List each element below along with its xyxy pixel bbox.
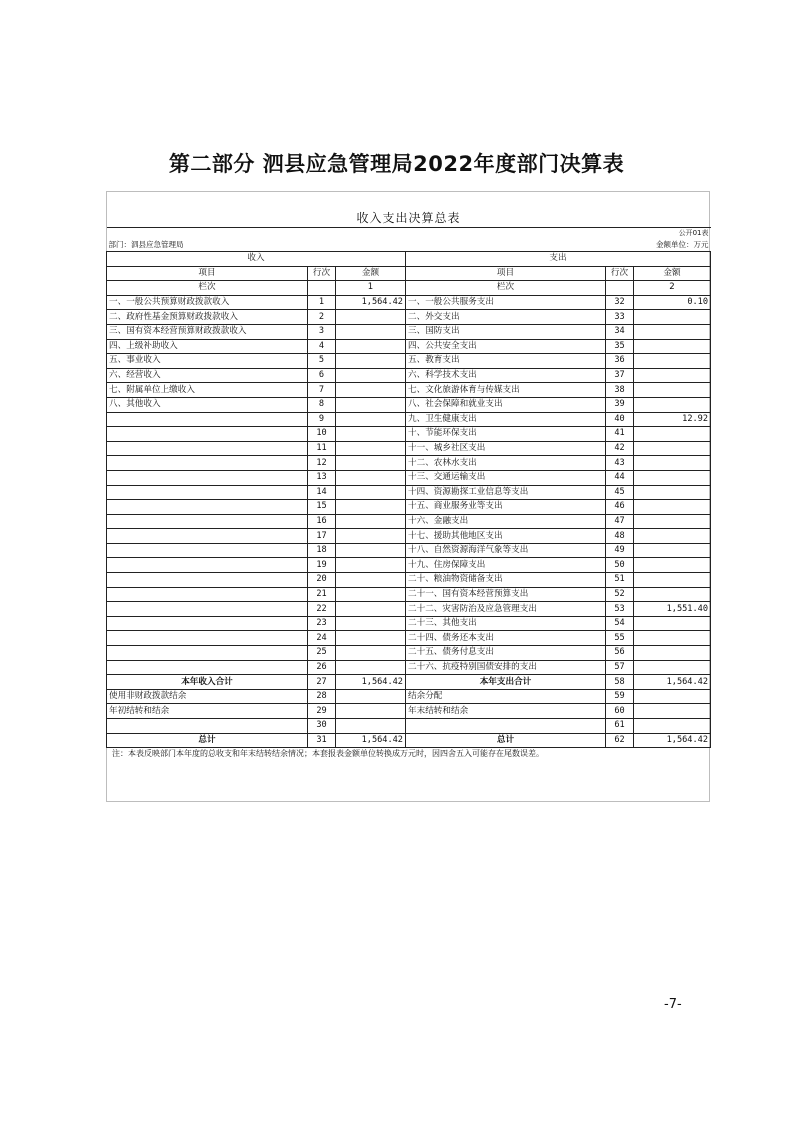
expense-item-cell: 总计 <box>406 733 606 748</box>
form-code: 公开01表 <box>678 229 709 237</box>
income-line-cell: 7 <box>308 383 336 398</box>
income-amount-cell <box>336 573 406 588</box>
expense-line-cell: 62 <box>606 733 634 748</box>
expense-line-cell: 35 <box>606 339 634 354</box>
income-item-cell <box>107 514 308 529</box>
expense-amount-cell <box>634 368 711 383</box>
income-line-cell: 18 <box>308 543 336 558</box>
income-amount-cell <box>336 412 406 427</box>
income-amount-cell <box>336 689 406 704</box>
income-amount-cell <box>336 543 406 558</box>
table-row <box>107 397 711 412</box>
income-line-cell: 8 <box>308 397 336 412</box>
income-amount-cell <box>336 485 406 500</box>
expense-line-cell: 54 <box>606 616 634 631</box>
expense-line-cell: 60 <box>606 704 634 719</box>
income-line-cell: 2 <box>308 310 336 325</box>
unit-label: 金额单位：万元 <box>634 239 711 252</box>
expense-amount-cell <box>634 485 711 500</box>
expense-item-cell <box>406 719 606 734</box>
table-title: 收入支出决算总表 <box>107 210 711 228</box>
expense-item-cell: 结余分配 <box>406 689 606 704</box>
income-amount-cell <box>336 324 406 339</box>
income-line-cell: 4 <box>308 339 336 354</box>
table-row <box>107 368 711 383</box>
expense-line-cell: 40 <box>606 412 634 427</box>
income-item-cell <box>107 573 308 588</box>
expense-amount-cell: 12.92 <box>634 412 711 427</box>
expense-amount-cell <box>634 383 711 398</box>
table-row <box>107 500 711 515</box>
income-amount-cell <box>336 660 406 675</box>
expense-header: 支出 <box>406 252 711 267</box>
income-item-cell: 年初结转和结余 <box>107 704 308 719</box>
expense-line-cell: 46 <box>606 500 634 515</box>
income-amount-cell <box>336 397 406 412</box>
income-line-cell: 21 <box>308 587 336 602</box>
expense-amount-cell <box>634 339 711 354</box>
table-row <box>107 514 711 529</box>
expense-item-cell: 一、一般公共服务支出 <box>406 295 606 310</box>
income-amount-cell <box>336 616 406 631</box>
income-item-cell <box>107 529 308 544</box>
expense-item-cell: 九、卫生健康支出 <box>406 412 606 427</box>
expense-line-cell: 51 <box>606 573 634 588</box>
expense-amount-cell: 1,564.42 <box>634 675 711 690</box>
expense-line-cell: 39 <box>606 397 634 412</box>
income-item-cell: 四、上级补助收入 <box>107 339 308 354</box>
expense-amount-cell <box>634 529 711 544</box>
expense-item-cell: 十四、资源勘探工业信息等支出 <box>406 485 606 500</box>
expense-amount-cell <box>634 397 711 412</box>
income-item-cell <box>107 485 308 500</box>
table-row <box>107 529 711 544</box>
expense-amount-cell <box>634 354 711 369</box>
income-line-cell: 26 <box>308 660 336 675</box>
expense-item-cell: 二十三、其他支出 <box>406 616 606 631</box>
income-lanci-label: 栏次 <box>107 281 308 296</box>
income-item-cell <box>107 616 308 631</box>
expense-line-cell: 50 <box>606 558 634 573</box>
expense-item-cell: 十六、金融支出 <box>406 514 606 529</box>
income-line-cell: 28 <box>308 689 336 704</box>
income-line-cell: 20 <box>308 573 336 588</box>
income-item-cell <box>107 456 308 471</box>
income-amount-cell <box>336 500 406 515</box>
income-line-cell: 25 <box>308 646 336 661</box>
expense-line-cell: 34 <box>606 324 634 339</box>
expense-line-cell: 37 <box>606 368 634 383</box>
expense-amount-cell <box>634 427 711 442</box>
expense-amount-cell <box>634 310 711 325</box>
expense-item-cell: 十七、援助其他地区支出 <box>406 529 606 544</box>
table-row <box>107 733 711 748</box>
expense-amount-cell <box>634 689 711 704</box>
income-item-cell <box>107 587 308 602</box>
income-amount-cell <box>336 514 406 529</box>
expense-line-cell: 52 <box>606 587 634 602</box>
income-item-cell: 七、附属单位上缴收入 <box>107 383 308 398</box>
expense-item-cell: 二十、粮油物资储备支出 <box>406 573 606 588</box>
expense-amount-cell <box>634 456 711 471</box>
expense-line-cell: 45 <box>606 485 634 500</box>
table-row <box>107 324 711 339</box>
income-line-cell: 9 <box>308 412 336 427</box>
expense-item-cell: 四、公共安全支出 <box>406 339 606 354</box>
expense-item-cell: 二十五、债务付息支出 <box>406 646 606 661</box>
income-item-cell: 三、国有资本经营预算财政拨款收入 <box>107 324 308 339</box>
expense-item-cell: 二、外交支出 <box>406 310 606 325</box>
income-line-cell: 11 <box>308 441 336 456</box>
income-item-cell <box>107 543 308 558</box>
expense-item-cell: 十、节能环保支出 <box>406 427 606 442</box>
expense-column-number: 2 <box>634 281 711 296</box>
income-amount-cell <box>336 587 406 602</box>
expense-item-cell: 三、国防支出 <box>406 324 606 339</box>
table-row <box>107 660 711 675</box>
income-line-cell: 23 <box>308 616 336 631</box>
income-item-header: 项目 <box>107 266 308 281</box>
expense-amount-cell <box>634 573 711 588</box>
expense-amount-cell <box>634 660 711 675</box>
table-row <box>107 602 711 617</box>
income-line-cell: 29 <box>308 704 336 719</box>
income-item-cell: 八、其他收入 <box>107 397 308 412</box>
expense-item-cell: 二十六、抗疫特别国债安排的支出 <box>406 660 606 675</box>
income-amount-cell <box>336 646 406 661</box>
income-amount-cell <box>336 456 406 471</box>
income-amount-cell <box>336 339 406 354</box>
income-amount-cell <box>336 354 406 369</box>
expense-line-cell: 43 <box>606 456 634 471</box>
expense-line-cell: 38 <box>606 383 634 398</box>
expense-item-cell: 七、文化旅游体育与传媒支出 <box>406 383 606 398</box>
expense-line-cell: 59 <box>606 689 634 704</box>
income-amount-cell <box>336 704 406 719</box>
income-item-cell <box>107 412 308 427</box>
expense-line-cell: 44 <box>606 470 634 485</box>
income-expense-table <box>106 210 711 748</box>
income-line-cell: 31 <box>308 733 336 748</box>
income-line-cell: 30 <box>308 719 336 734</box>
income-line-cell: 6 <box>308 368 336 383</box>
income-amount-cell: 1,564.42 <box>336 675 406 690</box>
income-item-cell <box>107 602 308 617</box>
expense-item-cell: 十三、交通运输支出 <box>406 470 606 485</box>
table-row <box>107 689 711 704</box>
table-row <box>107 543 711 558</box>
table-row <box>107 383 711 398</box>
table-row <box>107 704 711 719</box>
income-item-cell: 使用非财政拨款结余 <box>107 689 308 704</box>
income-item-cell <box>107 646 308 661</box>
expense-line-cell: 33 <box>606 310 634 325</box>
table-row <box>107 470 711 485</box>
income-line-cell: 1 <box>308 295 336 310</box>
expense-amount-header: 金额 <box>634 266 711 281</box>
expense-line-cell: 49 <box>606 543 634 558</box>
footnote: 注：本表反映部门本年度的总收支和年末结转结余情况；本套报表金额单位转换成万元时，因四舍五入可能存在尾数误差。 <box>112 749 544 758</box>
expense-amount-cell <box>634 704 711 719</box>
table-row <box>107 573 711 588</box>
income-line-cell: 16 <box>308 514 336 529</box>
expense-amount-cell <box>634 324 711 339</box>
income-header: 收入 <box>107 252 406 267</box>
expense-line-cell: 57 <box>606 660 634 675</box>
expense-amount-cell <box>634 514 711 529</box>
expense-item-cell: 六、科学技术支出 <box>406 368 606 383</box>
expense-line-header: 行次 <box>606 266 634 281</box>
income-item-cell: 本年收入合计 <box>107 675 308 690</box>
income-line-header: 行次 <box>308 266 336 281</box>
expense-amount-cell <box>634 631 711 646</box>
income-amount-cell <box>336 368 406 383</box>
income-line-cell: 17 <box>308 529 336 544</box>
table-row <box>107 441 711 456</box>
income-item-cell <box>107 719 308 734</box>
income-amount-cell <box>336 441 406 456</box>
income-line-cell: 10 <box>308 427 336 442</box>
income-item-cell: 六、经营收入 <box>107 368 308 383</box>
expense-amount-cell: 1,564.42 <box>634 733 711 748</box>
income-amount-cell: 1,564.42 <box>336 733 406 748</box>
expense-amount-cell <box>634 500 711 515</box>
expense-line-cell: 53 <box>606 602 634 617</box>
table-row <box>107 456 711 471</box>
income-line-cell: 14 <box>308 485 336 500</box>
table-row <box>107 587 711 602</box>
expense-line-cell: 36 <box>606 354 634 369</box>
income-item-cell <box>107 427 308 442</box>
expense-line-cell: 42 <box>606 441 634 456</box>
income-item-cell <box>107 441 308 456</box>
table-row <box>107 558 711 573</box>
expense-item-header: 项目 <box>406 266 606 281</box>
expense-line-cell: 55 <box>606 631 634 646</box>
department-label: 部门：泗县应急管理局 <box>107 239 406 252</box>
expense-line-cell: 48 <box>606 529 634 544</box>
income-amount-cell <box>336 529 406 544</box>
income-item-cell <box>107 631 308 646</box>
income-item-cell <box>107 470 308 485</box>
income-item-cell <box>107 500 308 515</box>
page-title: 第二部分 泗县应急管理局2022年度部门决算表 <box>168 152 625 176</box>
expense-amount-cell <box>634 558 711 573</box>
income-item-cell: 五、事业收入 <box>107 354 308 369</box>
expense-amount-cell: 0.10 <box>634 295 711 310</box>
expense-item-cell: 年末结转和结余 <box>406 704 606 719</box>
income-line-cell: 27 <box>308 675 336 690</box>
expense-item-cell: 二十四、债务还本支出 <box>406 631 606 646</box>
income-amount-cell: 1,564.42 <box>336 295 406 310</box>
income-line-cell: 22 <box>308 602 336 617</box>
expense-amount-cell <box>634 543 711 558</box>
expense-item-cell: 十八、自然资源海洋气象等支出 <box>406 543 606 558</box>
table-row <box>107 427 711 442</box>
expense-item-cell: 十九、住房保障支出 <box>406 558 606 573</box>
expense-item-cell: 五、教育支出 <box>406 354 606 369</box>
table-row <box>107 485 711 500</box>
income-line-cell: 19 <box>308 558 336 573</box>
table-row <box>107 631 711 646</box>
income-line-cell: 15 <box>308 500 336 515</box>
expense-line-cell: 61 <box>606 719 634 734</box>
page-number: -7- <box>664 997 682 1012</box>
income-line-cell: 24 <box>308 631 336 646</box>
expense-amount-cell <box>634 587 711 602</box>
table-row <box>107 295 711 310</box>
income-amount-cell <box>336 470 406 485</box>
income-amount-cell <box>336 310 406 325</box>
expense-item-cell: 十二、农林水支出 <box>406 456 606 471</box>
expense-amount-cell <box>634 719 711 734</box>
table-row <box>107 675 711 690</box>
expense-line-cell: 47 <box>606 514 634 529</box>
expense-line-cell: 56 <box>606 646 634 661</box>
expense-amount-cell <box>634 441 711 456</box>
expense-lanci-label: 栏次 <box>406 281 606 296</box>
table-row <box>107 354 711 369</box>
income-column-number: 1 <box>336 281 406 296</box>
expense-item-cell: 本年支出合计 <box>406 675 606 690</box>
table-row <box>107 616 711 631</box>
expense-amount-cell <box>634 470 711 485</box>
income-item-cell: 一、一般公共预算财政拨款收入 <box>107 295 308 310</box>
income-item-cell: 二、政府性基金预算财政拨款收入 <box>107 310 308 325</box>
income-amount-cell <box>336 383 406 398</box>
income-line-cell: 5 <box>308 354 336 369</box>
table-row <box>107 412 711 427</box>
income-item-cell <box>107 558 308 573</box>
expense-line-cell: 32 <box>606 295 634 310</box>
expense-item-cell: 八、社会保障和就业支出 <box>406 397 606 412</box>
expense-item-cell: 二十二、灾害防治及应急管理支出 <box>406 602 606 617</box>
expense-item-cell: 十五、商业服务业等支出 <box>406 500 606 515</box>
table-row <box>107 719 711 734</box>
expense-item-cell: 二十一、国有资本经营预算支出 <box>406 587 606 602</box>
table-row <box>107 646 711 661</box>
income-amount-cell <box>336 558 406 573</box>
income-line-cell: 3 <box>308 324 336 339</box>
expense-line-cell: 58 <box>606 675 634 690</box>
table-row <box>107 339 711 354</box>
income-amount-cell <box>336 602 406 617</box>
income-item-cell: 总计 <box>107 733 308 748</box>
income-amount-header: 金额 <box>336 266 406 281</box>
income-item-cell <box>107 660 308 675</box>
expense-amount-cell: 1,551.40 <box>634 602 711 617</box>
table-row <box>107 310 711 325</box>
expense-amount-cell <box>634 646 711 661</box>
expense-line-cell: 41 <box>606 427 634 442</box>
income-line-cell: 12 <box>308 456 336 471</box>
expense-amount-cell <box>634 616 711 631</box>
income-amount-cell <box>336 631 406 646</box>
income-amount-cell <box>336 427 406 442</box>
income-line-cell: 13 <box>308 470 336 485</box>
expense-item-cell: 十一、城乡社区支出 <box>406 441 606 456</box>
income-amount-cell <box>336 719 406 734</box>
